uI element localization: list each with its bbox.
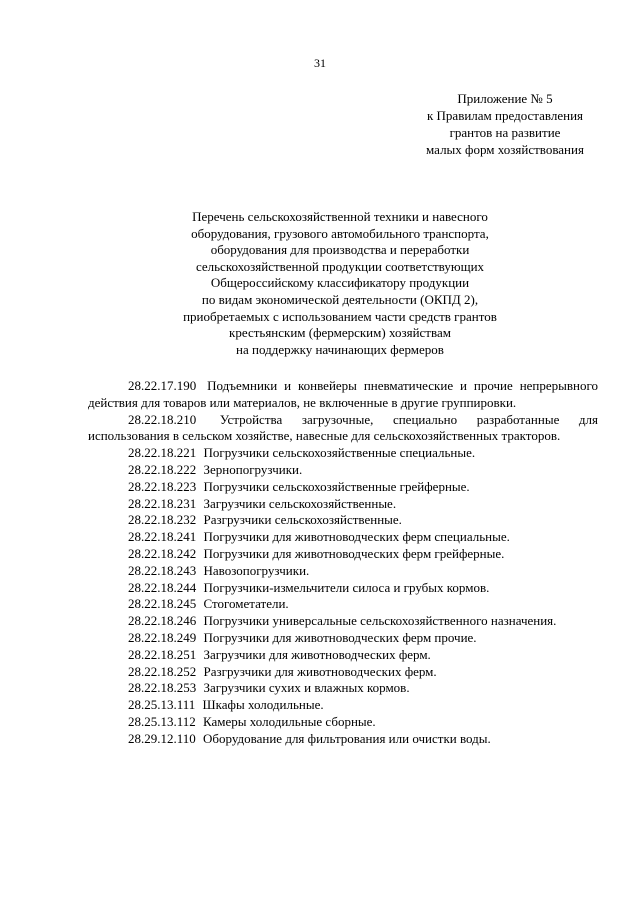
list-item (88, 596, 598, 613)
list-item (88, 697, 598, 714)
okpd-code: 28.22.18.223 (128, 478, 197, 494)
item-description: Шкафы холодильные. (202, 697, 324, 713)
okpd-code: 28.29.12.110 (128, 730, 196, 746)
item-description: Погрузчики для животноводческих ферм грейферные. (203, 545, 505, 561)
title-line: крестьянским (фермерским) хозяйствам (229, 325, 451, 341)
list-item (88, 378, 598, 412)
document-title (130, 209, 550, 358)
okpd-code: 28.22.18.222 (128, 461, 197, 477)
okpd-code: 28.22.18.231 (128, 495, 197, 511)
okpd-code: 28.22.18.249 (128, 629, 197, 645)
item-description: Загрузчики для животноводческих ферм. (203, 646, 431, 662)
okpd-code: 28.22.18.241 (128, 529, 197, 545)
okpd-code: 28.22.18.245 (128, 596, 197, 612)
item-description: Разгрузчики сельскохозяйственные. (203, 512, 402, 528)
okpd-code: 28.22.18.210 (128, 411, 197, 427)
list-item (88, 563, 598, 580)
title-line: приобретаемых с использованием части средств грантов (183, 308, 497, 324)
appendix-header (380, 90, 630, 158)
item-description: Разгрузчики для животноводческих ферм. (203, 663, 437, 679)
okpd-code: 28.22.18.244 (128, 579, 197, 595)
item-description: Устройства загрузочные, специально разработанные для использования в сельском хозяйстве, навесные для сельскохозяйственных тракторов. (88, 411, 599, 444)
okpd-code: 28.22.18.243 (128, 562, 197, 578)
okpd-code: 28.22.18.251 (128, 646, 197, 662)
list-item (88, 479, 598, 496)
list-item (88, 647, 598, 664)
classifier-list (88, 378, 598, 748)
list-item (88, 630, 598, 647)
page-number: 31 (314, 56, 326, 70)
appendix-line: малых форм хозяйствования (426, 142, 584, 157)
appendix-line: Приложение № 5 (457, 91, 553, 106)
title-line: на поддержку начинающих фермеров (236, 341, 444, 357)
list-item (88, 580, 598, 597)
item-description: Навозопогрузчики. (203, 562, 310, 578)
item-description: Подъемники и конвейеры пневматические и прочие непрерывного действия для товаров или материалов, не включенные в другие группировки. (88, 378, 598, 410)
item-description: Погрузчики сельскохозяйственные грейферные. (203, 478, 470, 494)
item-description: Камеры холодильные сборные. (203, 713, 376, 729)
list-item (88, 496, 598, 513)
item-description: Погрузчики универсальные сельскохозяйственного назначения. (203, 613, 557, 629)
okpd-code: 28.25.13.111 (128, 697, 196, 713)
item-description: Погрузчики для животноводческих ферм специальные. (203, 529, 510, 545)
list-item (88, 680, 598, 697)
list-item (88, 412, 598, 446)
list-item (88, 529, 598, 546)
okpd-code: 28.22.18.252 (128, 663, 197, 679)
list-item (88, 512, 598, 529)
item-description: Загрузчики сухих и влажных кормов. (203, 680, 410, 696)
list-item (88, 613, 598, 630)
list-item (88, 714, 598, 731)
item-description: Погрузчики сельскохозяйственные специальные. (203, 445, 476, 461)
list-item (88, 731, 598, 748)
title-line: сельскохозяйственной продукции соответствующих (195, 258, 485, 274)
title-line: Общероссийскому классификатору продукции (210, 275, 470, 291)
okpd-code: 28.22.18.221 (128, 445, 197, 461)
item-description: Загрузчики сельскохозяйственные. (203, 495, 397, 511)
okpd-code: 28.22.18.253 (128, 680, 197, 696)
list-item (88, 546, 598, 563)
item-description: Оборудование для фильтрования или очистки воды. (203, 730, 491, 746)
title-line: оборудования для производства и переработки (210, 242, 470, 258)
title-line: по видам экономической деятельности (ОКПД 2), (201, 291, 479, 307)
item-description: Стогометатели. (203, 596, 289, 612)
list-item (88, 445, 598, 462)
list-item (88, 462, 598, 479)
appendix-line: грантов на развитие (449, 125, 561, 140)
okpd-code: 28.22.17.190 (128, 378, 197, 393)
list-item (88, 664, 598, 681)
okpd-code: 28.25.13.112 (128, 713, 196, 729)
okpd-code: 28.22.18.246 (128, 613, 197, 629)
okpd-code: 28.22.18.242 (128, 545, 197, 561)
appendix-line: к Правилам предоставления (426, 108, 584, 123)
item-description: Погрузчики для животноводческих ферм прочие. (203, 629, 477, 645)
title-line: оборудования, грузового автомобильного транспорта, (191, 225, 489, 241)
title-line: Перечень сельскохозяйственной техники и навесного (192, 209, 488, 224)
item-description: Погрузчики-измельчители силоса и грубых кормов. (203, 579, 490, 595)
okpd-code: 28.22.18.232 (128, 512, 197, 528)
item-description: Зернопогрузчики. (203, 461, 303, 477)
